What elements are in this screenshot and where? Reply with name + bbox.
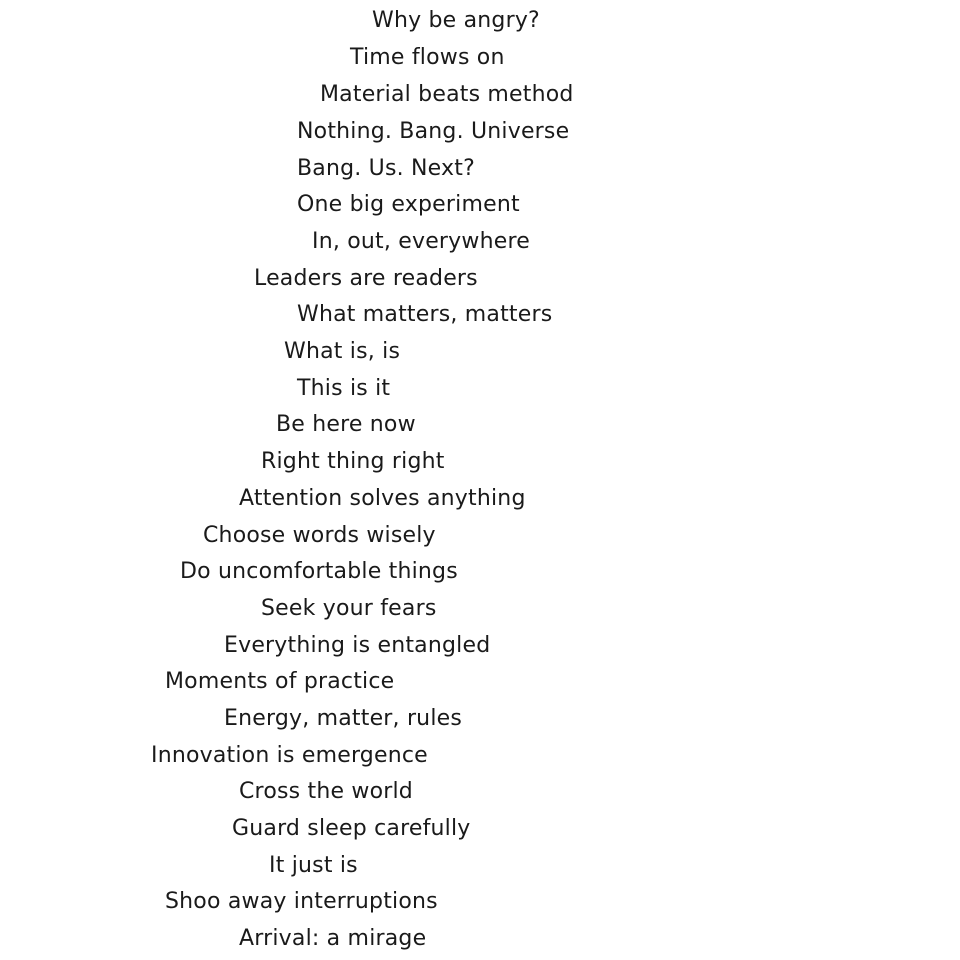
poem-line: Do uncomfortable things [180, 559, 458, 584]
poem-line: Right thing right [261, 449, 445, 474]
poem-line: Why be angry? [372, 8, 540, 33]
poem-line: Choose words wisely [203, 523, 436, 548]
poem-line: Bang. Us. Next? [297, 156, 475, 181]
poem-line: Everything is entangled [224, 633, 491, 658]
poem-line: Cross the world [239, 779, 413, 804]
poem-line: Guard sleep carefully [232, 816, 471, 841]
poem-line: Time flows on [350, 45, 505, 70]
poem-line: Innovation is emergence [151, 743, 428, 768]
poem-line: Nothing. Bang. Universe [297, 119, 570, 144]
poem-line: Material beats method [320, 82, 574, 107]
poem-line: Seek your fears [261, 596, 437, 621]
poem-line: One big experiment [297, 192, 520, 217]
poem-line: Arrival: a mirage [239, 926, 427, 951]
poem-line: It just is [269, 853, 358, 878]
poem-line: Shoo away interruptions [165, 889, 438, 914]
poem-line: Attention solves anything [239, 486, 526, 511]
poem-line: What is, is [284, 339, 401, 364]
poem-line: This is it [297, 376, 391, 401]
poem-line: What matters, matters [297, 302, 553, 327]
poem-line: Energy, matter, rules [224, 706, 463, 731]
poem-line: Moments of practice [165, 669, 395, 694]
poem-line: Be here now [276, 412, 416, 437]
poem-line: In, out, everywhere [312, 229, 530, 254]
poem-line: Leaders are readers [254, 266, 478, 291]
